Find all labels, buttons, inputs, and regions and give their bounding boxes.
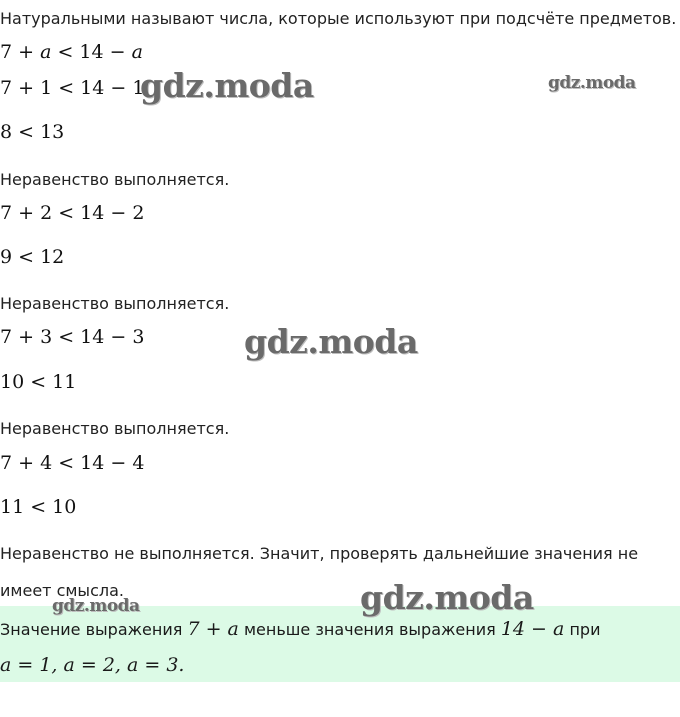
- step-2-conclusion: Неравенство выполняется.: [0, 294, 230, 313]
- general-var: a: [40, 41, 52, 63]
- answer-box: [0, 606, 680, 682]
- answer-part3: при: [564, 620, 601, 639]
- answer-sentence: [0, 618, 600, 640]
- general-inequality: [0, 41, 143, 63]
- answer-part1: Значение выражения: [0, 620, 188, 639]
- answer-expr2: 14 − a: [500, 618, 565, 640]
- watermark-logo: gdz.moda: [360, 578, 534, 617]
- answer-values: a = 1, a = 2, a = 3.: [0, 654, 185, 676]
- step-1-expression: 7 + 1 < 14 − 1: [0, 77, 145, 99]
- step-4-conclusion: Неравенство не выполняется. Значит, проверять дальнейшие значения не: [0, 544, 639, 563]
- answer-part2: меньше значения выражения: [238, 620, 501, 639]
- watermark-logo: gdz.moda: [548, 73, 636, 93]
- step-2-result: 9 < 12: [0, 246, 65, 268]
- step-4-expression: 7 + 4 < 14 − 4: [0, 452, 145, 474]
- step-3-conclusion: Неравенство выполняется.: [0, 419, 230, 438]
- conclusion-tail: имеет смысла.: [0, 581, 124, 600]
- step-3-expression: 7 + 3 < 14 − 3: [0, 326, 145, 348]
- step-2-expression: 7 + 2 < 14 − 2: [0, 202, 145, 224]
- step-4-result: 11 < 10: [0, 496, 77, 518]
- general-op: < 14 −: [51, 41, 132, 63]
- general-left: 7 +: [0, 41, 41, 63]
- answer-expr1: 7 + a: [187, 618, 239, 640]
- watermark-logo: gdz.moda: [140, 66, 314, 105]
- intro-text: Натуральными называют числа, которые используют при подсчёте предметов.: [0, 9, 677, 28]
- watermark-logo: gdz.moda: [52, 596, 140, 616]
- general-var2: a: [131, 41, 143, 63]
- step-3-result: 10 < 11: [0, 371, 77, 393]
- step-1-result: 8 < 13: [0, 121, 65, 143]
- step-1-conclusion: Неравенство выполняется.: [0, 170, 230, 189]
- watermark-logo: gdz.moda: [244, 322, 418, 361]
